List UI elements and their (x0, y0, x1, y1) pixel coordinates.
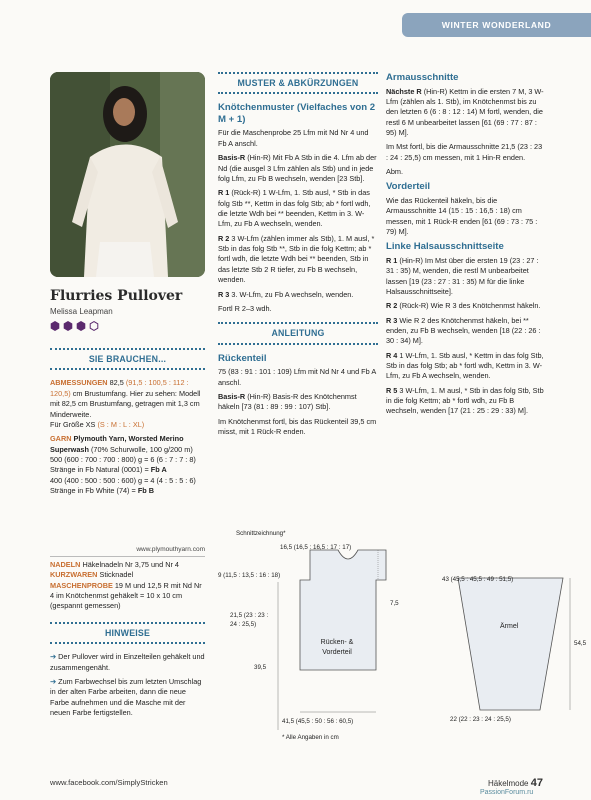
neck-row-3-text: Wie R 2 des Knötchenmst häkeln, bei ** enden, zu Fb B wechseln, wenden [18 (22 : 26 : 30 : 34) M]. (386, 315, 541, 346)
sizes-desc: cm Brustumfang. Hier zu sehen: Modell mit 82,5 cm Brustumfang, getragen mit 1,3 cm Minderweite. (50, 388, 201, 419)
back-continue: Im Knötchenmst fortl, bis das Rückenteil 39,5 cm misst, mit 1 Rück-R enden. (218, 416, 377, 437)
model-photo (50, 72, 205, 277)
neck-row-1-label: R 1 (386, 255, 398, 265)
needles-label: NADELN (50, 560, 81, 569)
instructions-heading: ANLEITUNG (218, 322, 378, 344)
basis-label: Basis-R (218, 153, 246, 163)
left-column (50, 348, 205, 500)
sizes-label: ABMESSUNGEN (50, 378, 108, 388)
shoulder-label: 9 (11,5 : 13,5 : 16 : 18) (218, 572, 281, 579)
neck-row-4 (386, 351, 546, 382)
facebook-link[interactable]: www.facebook.com/SimplyStricken (50, 778, 168, 787)
section-tab: WINTER WONDERLAND (402, 13, 591, 37)
difficulty-filled-icon (50, 321, 60, 331)
materials-heading: SIE BRAUCHEN... (50, 348, 205, 370)
neck-row-4-label: R 4 (386, 350, 398, 360)
front-heading: Vorderteil (386, 181, 431, 193)
middle-column (218, 72, 378, 441)
sizes-for-range: (S : M : L : XL) (97, 419, 145, 429)
left-column-lower (50, 560, 205, 722)
gauge-label: MASCHENPROBE (50, 580, 113, 590)
top-width-label: 16,5 (16,5 : 16,5 : 17 : 17) (280, 544, 352, 551)
schematic-drawing (218, 530, 588, 770)
yarn-amount-b: 400 (400 : 500 : 500 : 600) g = 4 (4 : 5 : 5 : 6) Stränge in Fb White (74) = (50, 475, 196, 496)
row-3-text: 3. W-Lfm, zu Fb A wechseln, wenden. (231, 289, 354, 299)
armhole-row (386, 87, 546, 139)
yarn-label: GARN (50, 434, 72, 444)
armhole-continue: Im Mst fortl, bis die Armausschnitte 21,5 (23 : 23 : 24 : 25,5) cm messen, mit 1 Hin-R enden. (386, 142, 543, 162)
sizes-range: (91,5 : 100,5 : 112 : 120,5) (50, 378, 189, 398)
back-basis-text: (Hin-R) Basis-R des Knötchenmst häkeln [73 (81 : 89 : 99 : 107) Stb]. (218, 391, 357, 412)
yarn-color-b: Fb B (137, 486, 155, 496)
knot-intro: Für die Maschenprobe 25 Lfm mit Nd Nr 4 und Fb A anschl. (218, 128, 369, 148)
basis-text: (Hin-R) Mit Fb A Stb in die 4. Lfm ab der Nd (die ausgel 3 Lfm zählen als Stb) und in jede folg Lfm, zu Fb B wechseln, wenden [23 Stb]. (218, 153, 377, 183)
yarn-amount-a: 500 (600 : 700 : 700 : 800) g = 6 (6 : 7 : 7 : 8) Stränge in Fb Natural (0001) = (50, 455, 196, 475)
pattern-author: Melissa Leapman (50, 307, 113, 316)
needles-text: Häkelnadeln Nr 3,75 und Nr 4 (82, 560, 179, 569)
sleeve-piece-label: Ärmel (500, 623, 519, 630)
knot-row-2 (218, 234, 378, 286)
knot-repeat: Fortl R 2–3 wdh. (218, 303, 272, 313)
difficulty-filled-icon (76, 321, 86, 331)
neck-row-5 (386, 386, 546, 417)
armhole-text: (Hin-R) Kettm in die ersten 7 M, 3 W-Lfm (zählen als 1. Stb), im Knötchenmst bis zu den letzten 6 (6 : 8 : 12 : 14) M fortl, wenden, die restl 6 M unbearbeitet lassen [61 (69 : 77 : 87 : 95) M]. (386, 86, 544, 137)
measurement-note: * Alle Angaben in cm (282, 734, 339, 741)
row-1-text: (Rück-R) 1 W-Lfm, 1. Stb ausl, * Stb in das folg Stb **, Kettm in das folg Stb; ab * fortl wdh, die letzte Wdh bei ** beenden, Kettm in 3. W-Lfm, zu Fb A wechseln, wenden. (218, 188, 371, 229)
knot-pattern-heading: Knötchenmuster (Vielfaches von 2 M + 1) (218, 102, 376, 125)
knot-basis (218, 153, 378, 184)
difficulty-rating (50, 321, 99, 331)
note-1-text: Der Pullover wird in Einzelteilen gehäkelt und zusammengenäht. (50, 652, 205, 672)
neck-row-5-label: R 5 (386, 385, 398, 395)
back-basis-label: Basis-R (218, 391, 246, 401)
yarn-color-a: Fb A (150, 465, 167, 475)
schematic-caption: Schnittzeichnung* (236, 530, 286, 537)
notions-label: KURZWAREN (50, 570, 98, 580)
note-2-text: Zum Farbwechsel bis zum letzten Umschlag in der alten Farbe arbeiten, dann die neue Farbe aufnehmen und die Masche mit der neuen Farbe fertigstellen. (50, 677, 202, 718)
yarn-paragraph (50, 434, 205, 496)
sleeve-bottom-label: 22 (22 : 23 : 24 : 25,5) (450, 716, 511, 723)
note-1: ➔ Der Pullover wird in Einzelteilen gehäkelt und zusammengenäht. (50, 652, 205, 672)
sizes-paragraph (50, 378, 205, 430)
watermark: PassionForum.ru (480, 789, 534, 796)
gauge-text: 19 M und 12,5 R mit Nd Nr 4 im Knötchenmst gehäkelt = 10 x 10 cm (gespannt gemessen) (50, 580, 202, 611)
right-column (386, 68, 546, 421)
sleeve-length-label: 54,5 (574, 640, 587, 647)
neck-row-2-label: R 2 (386, 301, 398, 311)
armhole-length-label: 21,5 (23 : 23 : 24 : 25,5) (230, 612, 269, 628)
magazine-name: Häkelmode (488, 779, 529, 788)
neck-row-3-label: R 3 (386, 315, 398, 325)
body-length-label: 39,5 (254, 664, 267, 671)
neck-row-2-text: (Rück-R) Wie R 3 des Knötchenmst häkeln. (399, 301, 541, 311)
armhole-heading: Armausschnitte (386, 72, 459, 83)
difficulty-filled-icon (63, 321, 73, 331)
neck-row-1 (386, 256, 546, 297)
armhole-bind-off: Abm. (386, 167, 404, 177)
row-3-label: R 3 (218, 289, 230, 299)
sizes-for: Für Größe XS (50, 419, 96, 429)
page-number: 47 (530, 777, 543, 789)
sizes-value: 82,5 (109, 378, 124, 388)
neck-row-3 (386, 316, 546, 347)
neck-row-4-text: 1 W-Lfm, 1. Stb ausl, * Kettm in das folg Stb, Stb in das folg Stb; ab * fortl wdh, Kettm in 3. W-Lfm, zu Fb A wechseln, wenden. (386, 350, 544, 381)
yarn-fiber: (70% Schurwolle, 100 g/200 m) (90, 444, 193, 454)
neck-row-1-text: (Hin-R) Im Mst über die ersten 19 (23 : 27 : 31 : 35) M, wenden, die restl M unbearbeitet lassen [19 (23 : 27 : 31 : 35) M für die linke Halsausschnittseite]. (386, 255, 539, 296)
bottom-width-label: 41,5 (45,5 : 50 : 56 : 60,5) (282, 718, 354, 725)
needles-paragraph (50, 560, 205, 612)
notions-text: Sticknadel (99, 570, 134, 580)
back-basis (218, 392, 378, 413)
sleeve-top-label: 43 (45,5 : 45,5 : 49 : 51,5) (442, 576, 514, 583)
row-2-label: R 2 (218, 233, 230, 243)
front-text: Wie das Rückenteil häkeln, bis die Armausschnitte 14 (15 : 15 : 16,5 : 18) cm messen, mit 1 Rück-R enden [61 (69 : 73 : 75 : 79) M]. (386, 195, 538, 236)
notes-heading: HINWEISE (50, 622, 205, 644)
difficulty-empty-icon (89, 321, 99, 331)
row-2-text: 3 W-Lfm (zählen immer als Stb), 1. M ausl, * Stb in das folg Stb **, Stb in die folg Kettm; ab * fortl wdh, die letzte Wdh bei ** beenden, Stb in das letzte Stb 2 R tiefer, zu Fb B wechseln, wenden. (218, 233, 375, 285)
knot-row-1 (218, 188, 378, 229)
neck-depth-label: 7,5 (390, 600, 399, 607)
body-piece-label: Rücken- & Vorderteil (320, 639, 354, 656)
back-heading: Rückenteil (218, 352, 267, 364)
armhole-label: Nächste R (386, 86, 422, 96)
neck-row-2 (386, 301, 546, 311)
pattern-title: Flurries Pullover (50, 288, 183, 304)
yarn-website-link[interactable]: www.plymouthyarn.com (50, 545, 205, 557)
knot-row-3 (218, 290, 378, 300)
abbreviations-heading: MUSTER & ABKÜRZUNGEN (218, 72, 378, 94)
neck-heading: Linke Halsausschnittseite (386, 241, 504, 253)
back-cast-on: 75 (83 : 91 : 101 : 109) Lfm mit Nd Nr 4 und Fb A anschl. (218, 367, 376, 387)
neck-row-5-text: 3 W-Lfm, 1. M ausl, * Stb in das folg Stb, Stb in die folg Kettm; ab * fortl wdh, zu Fb B wechseln, wenden [17 (21 : 25 : 29 : 33) M]. (386, 385, 544, 416)
yarn-brand: Plymouth Yarn, Worsted Merino Superwash (50, 434, 184, 454)
row-1-label: R 1 (218, 188, 230, 198)
note-2: ➔ Zum Farbwechsel bis zum letzten Umschlag in der alten Farbe arbeiten, dann die neue Farbe aufnehmen und die Masche mit der neuen Farbe fertigstellen. (50, 677, 202, 718)
